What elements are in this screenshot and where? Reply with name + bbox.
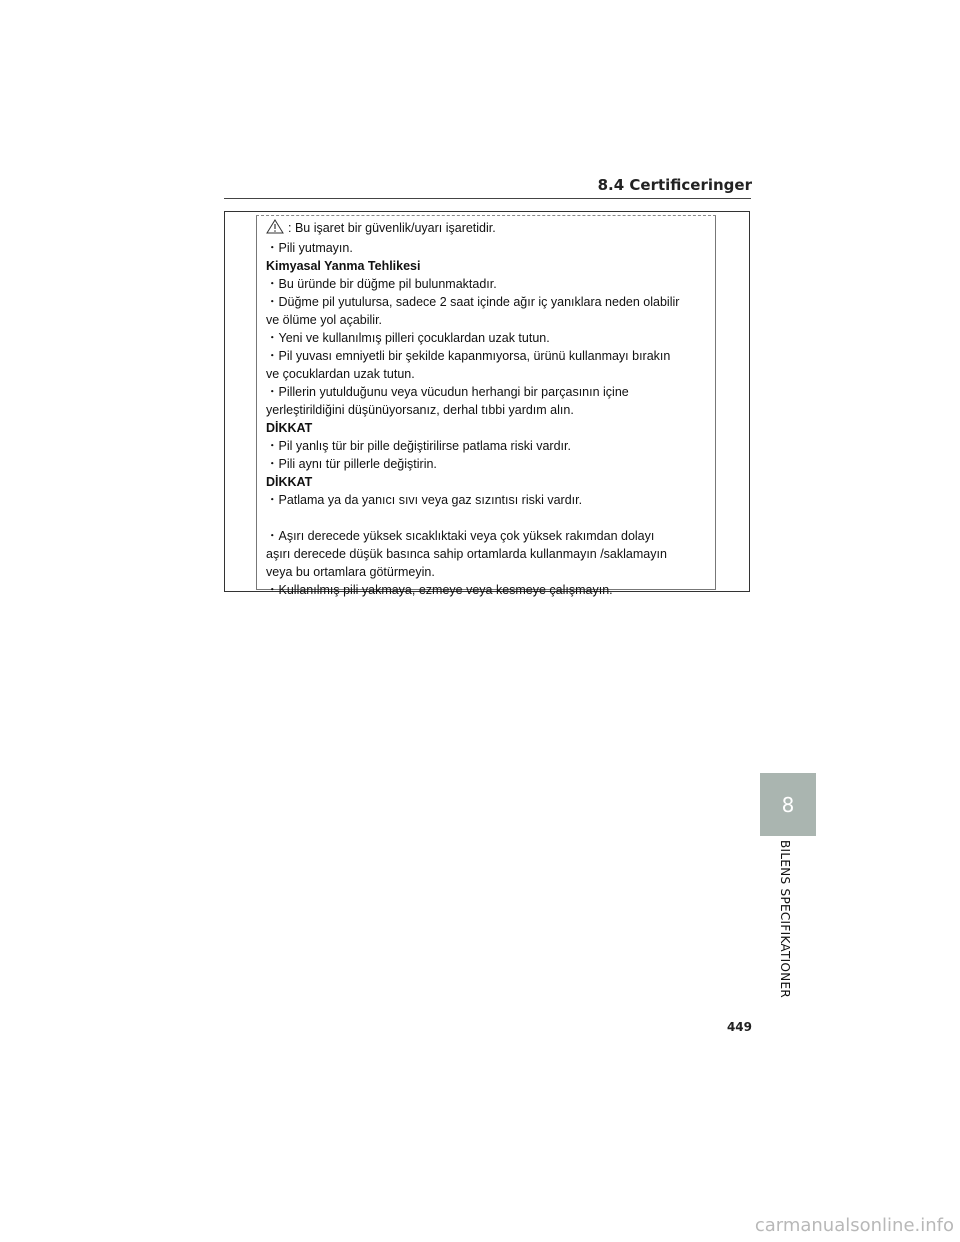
label-line [266,219,716,239]
label-line-text: ・Kullanılmış pili yakmaya, ezmeye veya kesmeye çalışmayın. [266,583,613,597]
label-line-text: ・Pili aynı tür pillerle değiştirin. [266,457,437,471]
label-line-text: ve çocuklardan uzak tutun. [266,367,415,381]
page-number: 449 [726,1020,752,1034]
label-line-text: aşırı derecede düşük basınca sahip ortamlarda kullanmayın /saklamayın [266,547,667,561]
label-line-text: ・Düğme pil yutulursa, sadece 2 saat içinde ağır iç yanıklara neden olabilir [266,295,680,309]
section-title: 8.4 Certificeringer [597,176,752,194]
label-line-text: Kimyasal Yanma Tehlikesi [266,259,421,273]
label-line [266,275,716,293]
label-line [266,293,716,311]
label-line [266,545,716,563]
label-line-text: ・Pil yanlış tür bir pille değiştirilirse patlama riski vardır. [266,439,571,453]
chapter-label: BILENS SPECIFIKATIONER [778,840,792,998]
label-line-text: DİKKAT [266,421,313,435]
label-line [266,401,716,419]
label-line [266,581,716,599]
label-line-text: : Bu işaret bir güvenlik/uyarı işaretidir. [288,221,496,235]
header-divider [224,198,751,199]
label-line-text: ・Pillerin yutulduğunu veya vücudun herhangi bir parçasının içine [266,385,629,399]
watermark: carmanualsonline.info [754,1215,954,1236]
label-text-block [266,219,716,599]
chapter-number: 8 [781,792,795,817]
label-line-text: ・Bu üründe bir düğme pil bulunmaktadır. [266,277,497,291]
label-line [266,455,716,473]
label-line-text: ・Aşırı derecede yüksek sıcaklıktaki veya çok yüksek rakımdan dolayı [266,529,655,543]
label-line [266,329,716,347]
label-line [266,365,716,383]
label-line [266,419,716,437]
label-line [266,527,716,545]
label-line [266,437,716,455]
label-line-text: ・Pili yutmayın. [266,241,353,255]
label-line-text: yerleştirildiğini düşünüyorsanız, derhal tıbbi yardım alın. [266,403,574,417]
label-line [266,563,716,581]
label-line-text: ・Pil yuvası emniyetli bir şekilde kapanmıyorsa, ürünü kullanmayı bırakın [266,349,671,363]
label-line-text: ve ölüme yol açabilir. [266,313,383,327]
label-line [266,239,716,257]
label-line [266,473,716,491]
label-line-text: ・Yeni ve kullanılmış pilleri çocuklardan uzak tutun. [266,331,550,345]
label-line-text: ・Patlama ya da yanıcı sıvı veya gaz sızıntısı riski vardır. [266,493,583,507]
label-line [266,491,716,509]
chapter-tab [760,773,816,836]
label-line [266,383,716,401]
label-line [266,347,716,365]
warning-triangle-icon [266,219,286,239]
label-line [266,311,716,329]
label-line-text: veya bu ortamlara götürmeyin. [266,565,435,579]
label-line [266,257,716,275]
label-line-text: DİKKAT [266,475,313,489]
